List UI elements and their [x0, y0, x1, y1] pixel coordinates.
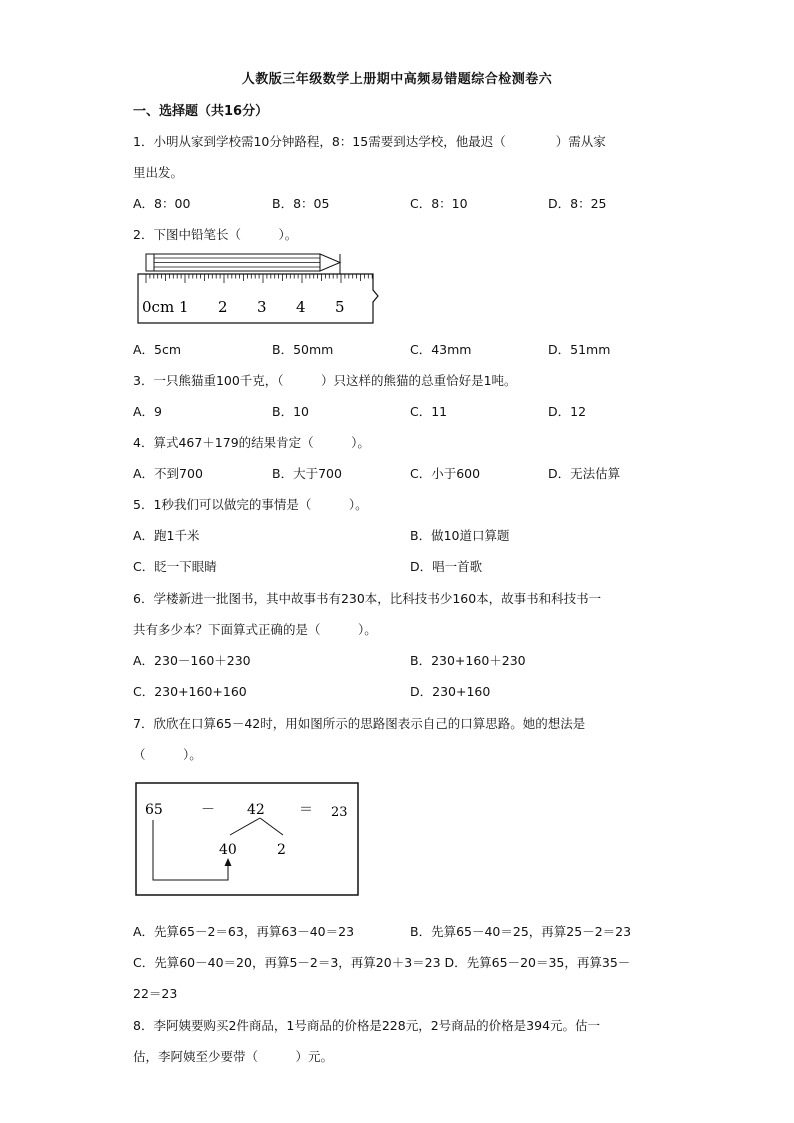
ruler-label-4: 4 — [296, 298, 306, 316]
q4-option-a: A．不到700 — [133, 466, 203, 481]
q7-option-d-continued: 22＝23 — [133, 986, 178, 1001]
question-7-line2: （ ）。 — [133, 747, 202, 762]
q2-option-b: B．50mm — [272, 342, 334, 357]
diagram-subtrahend: 42 — [247, 802, 265, 818]
q3-option-d: D．12 — [548, 404, 587, 419]
q4-option-c: C．小于600 — [410, 466, 481, 481]
q7-option-b: B．先算65－40＝25，再算25－2＝23 — [410, 924, 632, 939]
q5-option-b: B．做10道口算题 — [410, 528, 510, 543]
q3-option-a: A．9 — [133, 404, 163, 419]
q2-option-a: A．5cm — [133, 342, 182, 357]
mental-math-diagram — [135, 782, 361, 898]
q7-option-c-d: C．先算60－40＝20，再算5－2＝3，再算20＋3＝23 D．先算65－20＝35，再算35－ — [133, 955, 631, 970]
q3-option-c: C．11 — [410, 404, 448, 419]
q1-option-c: C．8：10 — [410, 196, 468, 211]
q6-option-a: A．230－160＋230 — [133, 653, 251, 668]
question-6-line2: 共有多少本？下面算式正确的是（ ）。 — [133, 622, 377, 637]
pencil-drawing — [146, 254, 340, 274]
question-1-line2: 里出发。 — [133, 165, 184, 180]
question-2-text: 2．下图中铅笔长（ ）。 — [133, 227, 298, 242]
ruler-label-1: 1 — [179, 298, 189, 316]
question-7-line1: 7．欣欣在口算65－42时，用如图所示的思路图表示自己的口算思路。她的想法是 — [133, 716, 586, 731]
q4-option-b: B．大于700 — [272, 466, 342, 481]
q5-option-c: C．眨一下眼睛 — [133, 559, 217, 574]
ruler-label-2: 2 — [218, 298, 228, 316]
pencil-ruler-figure — [132, 248, 387, 328]
q6-option-d: D．230+160 — [410, 684, 491, 699]
ruler-label-5: 5 — [335, 298, 345, 316]
q1-option-a: A．8：00 — [133, 196, 191, 211]
ruler-label-3: 3 — [257, 298, 267, 316]
q5-option-d: D．唱一首歌 — [410, 559, 483, 574]
section-heading: 一、选择题（共16分） — [133, 104, 269, 119]
q1-option-b: B．8：05 — [272, 196, 330, 211]
q3-option-b: B．10 — [272, 404, 309, 419]
question-1-line1: 1．小明从家到学校需10分钟路程，8：15需要到达学校，他最迟（ ）需从家 — [133, 134, 606, 149]
q6-option-c: C．230+160+160 — [133, 684, 247, 699]
exam-title: 人教版三年级数学上册期中高频易错题综合检测卷六 — [241, 72, 553, 87]
q1-option-d: D．8：25 — [548, 196, 607, 211]
ruler-label-0cm: 0cm — [142, 298, 175, 316]
diagram-minuend: 65 — [145, 802, 163, 818]
question-6-line1: 6．学楼新进一批图书，其中故事书有230本，比科技书少160本，故事书和科技书一 — [133, 591, 602, 606]
diagram-result: 23 — [331, 805, 348, 820]
q6-option-b: B．230+160＋230 — [410, 653, 526, 668]
q4-option-d: D．无法估算 — [548, 466, 621, 481]
diagram-split-tens: 40 — [219, 842, 237, 858]
q5-option-a: A．跑1千米 — [133, 528, 200, 543]
q2-option-c: C．43mm — [410, 342, 472, 357]
diagram-split-ones: 2 — [277, 842, 286, 858]
q2-option-d: D．51mm — [548, 342, 611, 357]
question-3-text: 3．一只熊猫重100千克，（ ）只这样的熊猫的总重恰好是1吨。 — [133, 373, 517, 388]
question-5-text: 5．1秒我们可以做完的事情是（ ）。 — [133, 497, 368, 512]
question-8-line1: 8．李阿姨要购买2件商品，1号商品的价格是228元，2号商品的价格是394元。估一 — [133, 1018, 601, 1033]
diagram-minus-sign: － — [201, 802, 215, 818]
diagram-equals-sign: ＝ — [299, 802, 313, 818]
question-4-text: 4．算式467＋179的结果肯定（ ）。 — [133, 435, 370, 450]
q7-option-a: A．先算65－2＝63，再算63－40＝23 — [133, 924, 355, 939]
question-8-line2: 估，李阿姨至少要带（ ）元。 — [133, 1049, 334, 1064]
